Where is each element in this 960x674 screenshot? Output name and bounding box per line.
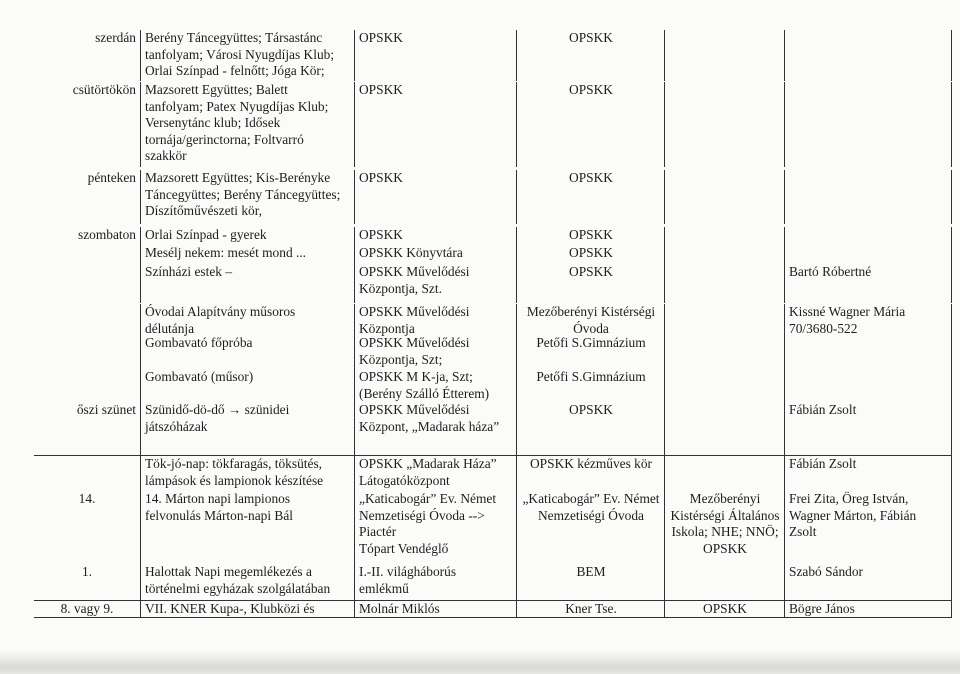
event-cell [140, 491, 354, 573]
day-text: pénteken [87, 170, 136, 185]
day-text: szerdán [95, 30, 136, 45]
event-text: Berény Táncegyüttes; Társastánc [145, 30, 323, 45]
location-text: OPSKK Művelődési [359, 402, 470, 417]
event-text: Gombavató (műsor) [145, 369, 254, 384]
location-text: OPSKK Művelődési [359, 264, 470, 279]
organizer-text: OPSKK [569, 264, 613, 279]
location-text: Központja [359, 320, 415, 336]
organizer-cell [516, 335, 665, 369]
event-text: felvonulás Márton-napi Bál [145, 507, 294, 523]
day-cell [34, 227, 140, 245]
location-cell [354, 170, 516, 224]
partner-cell [664, 264, 785, 303]
organizer-cell [516, 227, 665, 245]
location-cell [354, 30, 516, 81]
location-cell [354, 82, 516, 167]
event-text: játszóházak [145, 418, 208, 434]
day-cell [34, 402, 140, 460]
event-text: Mazsorett Együttes; Balett [145, 82, 288, 97]
location-text: Nemzetiségi Óvoda --> [359, 507, 485, 523]
responsible-text: Zsolt [789, 524, 817, 540]
event-text: Orlai Színpad - felnőtt; Jóga Kör; [145, 63, 325, 79]
location-cell [354, 264, 516, 303]
day-text: 8. vagy 9. [60, 601, 114, 616]
location-text: Tópart Vendéglő [359, 540, 449, 556]
partner-text: OPSKK [703, 601, 747, 616]
event-text: történelmi egyházak szolgálatában [145, 580, 331, 596]
day-text: 14. [78, 491, 96, 506]
location-text: OPSKK Könyvtára [359, 245, 463, 260]
location-text: Központ, „Madarak háza” [359, 418, 500, 434]
event-cell [140, 170, 354, 224]
event-cell [140, 335, 354, 369]
organizer-cell [516, 170, 665, 224]
event-cell [140, 82, 354, 167]
day-cell [34, 264, 140, 303]
table-row [34, 264, 952, 303]
organizer-cell [516, 491, 665, 573]
partner-cell [664, 491, 785, 573]
scan-edge [0, 650, 960, 674]
event-cell [140, 227, 354, 245]
responsible-cell [784, 564, 952, 600]
responsible-cell [784, 170, 952, 224]
location-cell [354, 601, 516, 617]
location-cell [354, 245, 516, 264]
location-text: Látogatóközpont [359, 472, 450, 488]
location-text: Molnár Miklós [359, 601, 440, 616]
partner-cell [664, 335, 785, 369]
responsible-cell [784, 227, 952, 245]
organizer-text: BEM [576, 564, 606, 579]
partner-cell [664, 601, 785, 617]
day-text: szombaton [77, 227, 136, 242]
organizer-cell [516, 245, 665, 264]
day-cell [34, 335, 140, 369]
responsible-cell [784, 601, 952, 617]
partner-text: Kistérségi Általános [670, 507, 780, 523]
event-cell [140, 245, 354, 264]
organizer-text: OPSKK [569, 245, 613, 260]
organizer-cell [516, 601, 665, 617]
location-cell [354, 335, 516, 369]
organizer-cell [516, 30, 665, 81]
organizer-text: Óvoda [573, 320, 609, 336]
location-text: emlékmű [359, 580, 409, 596]
partner-cell [664, 245, 785, 264]
day-cell [34, 30, 140, 81]
organizer-text: Petőfi S.Gimnázium [536, 335, 646, 350]
day-text: 1. [81, 564, 93, 579]
partner-text: Mezőberényi [689, 491, 761, 506]
event-text: Gombavató főpróba [145, 335, 253, 350]
responsible-text: Bögre János [789, 601, 855, 616]
location-text: OPSKK [359, 30, 403, 45]
partner-cell [664, 564, 785, 600]
location-cell [354, 402, 516, 460]
organizer-text: OPSKK [569, 402, 613, 417]
table-row [34, 335, 952, 369]
event-text: tanfolyam; Városi Nyugdíjas Klub; [145, 46, 335, 62]
day-cell [34, 601, 140, 617]
location-text: Központja, Szt; [359, 351, 443, 367]
event-text: délutánja [145, 320, 195, 336]
event-text: Díszítőművészeti kör, [145, 203, 262, 219]
event-cell [140, 30, 354, 81]
responsible-text: 70/3680-522 [789, 320, 858, 336]
organizer-text: Kner Tse. [565, 601, 617, 616]
location-text: OPSKK Művelődési [359, 335, 470, 350]
partner-text: OPSKK [703, 540, 747, 556]
responsible-text: Kissné Wagner Mária [789, 304, 906, 319]
event-text: 14. Márton napi lampionos [145, 491, 291, 506]
event-text: Szünidő-dö-dő → szünidei [145, 402, 290, 417]
organizer-text: Mezőberényi Kistérségi [526, 304, 656, 319]
responsible-cell [784, 335, 952, 369]
event-cell [140, 402, 354, 460]
event-text: szakkör [145, 148, 187, 164]
organizer-cell [516, 402, 665, 460]
location-text: Piactér [359, 524, 397, 540]
location-cell [354, 564, 516, 600]
day-cell [34, 491, 140, 573]
location-text: (Berény Szálló Étterem) [359, 385, 490, 401]
event-text: Orlai Színpad - gyerek [145, 227, 267, 242]
event-text: Óvodai Alapítvány műsoros [145, 304, 296, 319]
event-text: Tök-jó-nap: tökfaragás, töksütés, [145, 456, 323, 471]
event-cell [140, 564, 354, 600]
location-text: „Katicabogár” Ev. Német [359, 491, 497, 506]
responsible-text: Wagner Márton, Fábián [789, 507, 917, 523]
responsible-cell [784, 82, 952, 167]
location-cell [354, 491, 516, 573]
table-row [34, 245, 952, 264]
location-cell [354, 227, 516, 245]
day-text: csütörtökön [72, 82, 136, 97]
responsible-text: Frei Zita, Öreg István, [789, 491, 909, 506]
day-cell [34, 564, 140, 600]
responsible-text: Bartó Róbertné [789, 264, 872, 279]
organizer-cell [516, 564, 665, 600]
event-cell [140, 601, 354, 617]
responsible-text: Fábián Zsolt [789, 402, 857, 417]
table-row [34, 227, 952, 245]
location-text: Központja, Szt. [359, 280, 442, 296]
responsible-cell [784, 30, 952, 81]
partner-cell [664, 170, 785, 224]
event-text: lámpások és lampionok készítése [145, 472, 324, 488]
organizer-cell [516, 82, 665, 167]
table-row [34, 491, 952, 573]
table-row [34, 402, 952, 460]
responsible-text: Szabó Sándor [789, 564, 864, 579]
partner-cell [664, 30, 785, 81]
partner-cell [664, 227, 785, 245]
location-text: OPSKK [359, 170, 403, 185]
event-text: Halottak Napi megemlékezés a [145, 564, 312, 579]
responsible-cell [784, 491, 952, 573]
organizer-text: OPSKK [569, 170, 613, 185]
responsible-text: Fábián Zsolt [789, 456, 857, 471]
table-row [34, 170, 952, 224]
partner-cell [664, 82, 785, 167]
location-text: I.-II. világháborús [359, 564, 457, 579]
partner-text: Iskola; NHE; NNÖ; [671, 524, 779, 540]
day-cell [34, 170, 140, 224]
event-text: Színházi estek – [145, 264, 233, 279]
organizer-text: OPSKK [569, 227, 613, 242]
organizer-text: Petőfi S.Gimnázium [536, 369, 646, 384]
table-row [34, 82, 952, 167]
responsible-cell [784, 245, 952, 264]
day-cell [34, 82, 140, 167]
partner-cell [664, 402, 785, 460]
location-text: OPSKK „Madarak Háza” [359, 456, 497, 471]
responsible-cell [784, 402, 952, 460]
table-row [34, 30, 952, 81]
location-text: OPSKK [359, 82, 403, 97]
event-text: Mesélj nekem: mesét mond ... [145, 245, 307, 260]
organizer-cell [516, 264, 665, 303]
organizer-text: Nemzetiségi Óvoda [538, 507, 644, 523]
table-row [34, 564, 952, 600]
event-text: tornája/gerinctorna; Foltvarró [145, 131, 304, 147]
table-row [34, 600, 952, 618]
location-text: OPSKK [359, 227, 403, 242]
event-text: Versenytánc klub; Idősek [145, 115, 281, 131]
event-cell [140, 264, 354, 303]
location-text: OPSKK M K-ja, Szt; [359, 369, 473, 384]
event-text: Táncegyüttes; Berény Táncegyüttes; [145, 186, 341, 202]
event-text: VII. KNER Kupa-, Klubközi és [145, 601, 315, 616]
organizer-text: „Katicabogár” Ev. Német [522, 491, 660, 506]
organizer-text: OPSKK [569, 30, 613, 45]
day-text: őszi szünet [76, 402, 136, 417]
event-text: tanfolyam; Patex Nyugdíjas Klub; [145, 98, 329, 114]
location-text: OPSKK Művelődési [359, 304, 470, 319]
organizer-text: OPSKK kézműves kör [530, 456, 652, 471]
responsible-cell [784, 264, 952, 303]
day-cell [34, 245, 140, 264]
organizer-text: OPSKK [569, 82, 613, 97]
event-text: Mazsorett Együttes; Kis-Berényke [145, 170, 331, 185]
